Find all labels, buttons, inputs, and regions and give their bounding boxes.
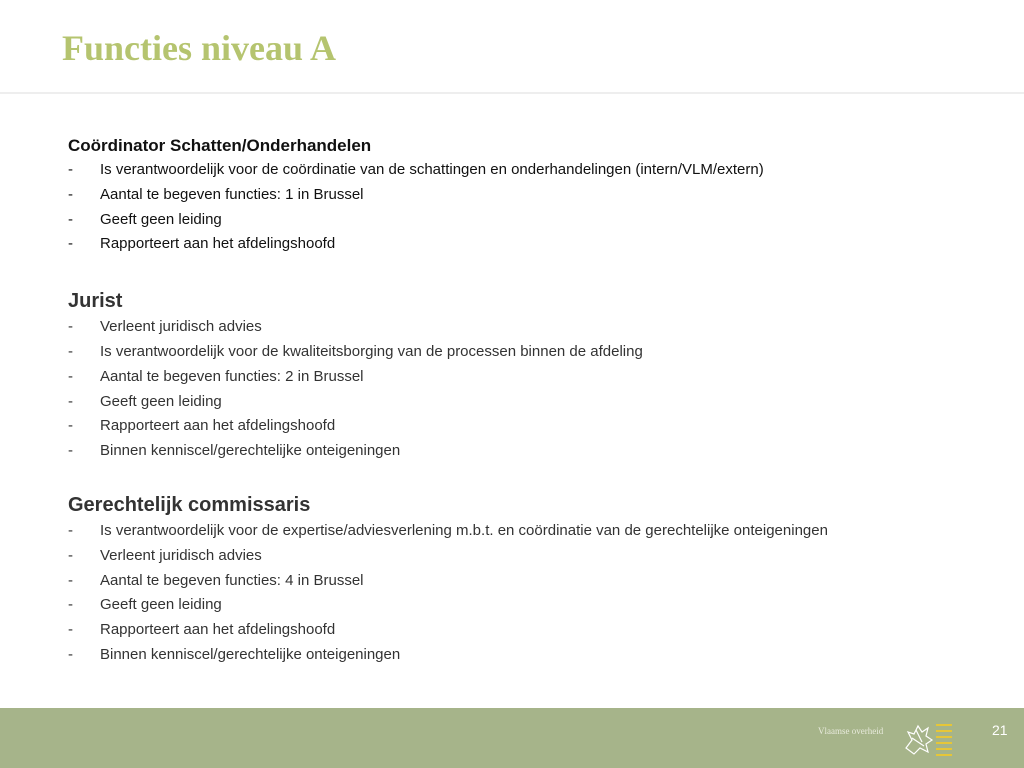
bullet-dash: -: [68, 521, 73, 539]
list-item: - Aantal te begeven functies: 1 in Brussel: [68, 183, 1008, 208]
list-item: - Geeft geen leiding: [68, 208, 1008, 233]
footer-brand-text: Vlaamse overheid: [818, 726, 884, 736]
title-divider: [0, 92, 1024, 94]
bullet-dash: -: [68, 235, 73, 253]
list-item: - Verleent juridisch advies: [68, 315, 1008, 340]
bullet-dash: -: [68, 596, 73, 614]
bullet-dash: -: [68, 367, 73, 385]
section-heading-jurist: Jurist: [68, 290, 123, 313]
bullet-dash: -: [68, 392, 73, 410]
bullet-dash: -: [68, 161, 73, 178]
bullet-dash: -: [68, 342, 73, 360]
list-item: - Verleent juridisch advies: [68, 544, 1008, 569]
bullet-dash: -: [68, 318, 73, 336]
list-item: - Binnen kenniscel/gerechtelijke onteigeningen: [68, 439, 1008, 464]
bullet-dash: -: [68, 621, 73, 639]
bullet-dash: -: [68, 210, 73, 228]
section-list-jurist: [68, 315, 1008, 464]
section-heading-commissaris: Gerechtelijk commissaris: [68, 493, 311, 516]
list-item: - Aantal te begeven functies: 4 in Brussel: [68, 569, 1008, 594]
list-item: - Geeft geen leiding: [68, 390, 1008, 415]
page-number: 21: [992, 722, 1008, 738]
list-item: - Is verantwoordelijk voor de coördinatie van de schattingen en onderhandelingen (intern/VLM/extern): [68, 158, 1008, 183]
footer-bar: [0, 708, 1024, 768]
section-list-coordinator: [68, 158, 1008, 257]
section-heading-coordinator: Coördinator Schatten/Onderhandelen: [68, 136, 372, 155]
list-item: - Is verantwoordelijk voor de kwaliteitsborging van de processen binnen de afdeling: [68, 340, 1008, 365]
list-item: - Binnen kenniscel/gerechtelijke onteigeningen: [68, 643, 1008, 668]
bullet-dash: -: [68, 185, 73, 203]
bullet-dash: -: [68, 546, 73, 564]
list-item: - Rapporteert aan het afdelingshoofd: [68, 232, 1008, 257]
slide-content: [68, 132, 1008, 668]
bullet-dash: -: [68, 645, 73, 663]
list-item: - Rapporteert aan het afdelingshoofd: [68, 618, 1008, 643]
list-item: - Aantal te begeven functies: 2 in Brussel: [68, 365, 1008, 390]
slide-title: Functies niveau A: [62, 28, 337, 68]
list-item: - Rapporteert aan het afdelingshoofd: [68, 414, 1008, 439]
section-list-commissaris: [68, 519, 1008, 668]
bullet-dash: -: [68, 417, 73, 435]
list-item: - Is verantwoordelijk voor de expertise/adviesverlening m.b.t. en coördinatie van de gerechtelijke onteigeningen: [68, 519, 1008, 544]
bullet-dash: -: [68, 571, 73, 589]
list-item: - Geeft geen leiding: [68, 593, 1008, 618]
flemish-lion-icon: [902, 718, 954, 760]
bullet-dash: -: [68, 442, 73, 460]
